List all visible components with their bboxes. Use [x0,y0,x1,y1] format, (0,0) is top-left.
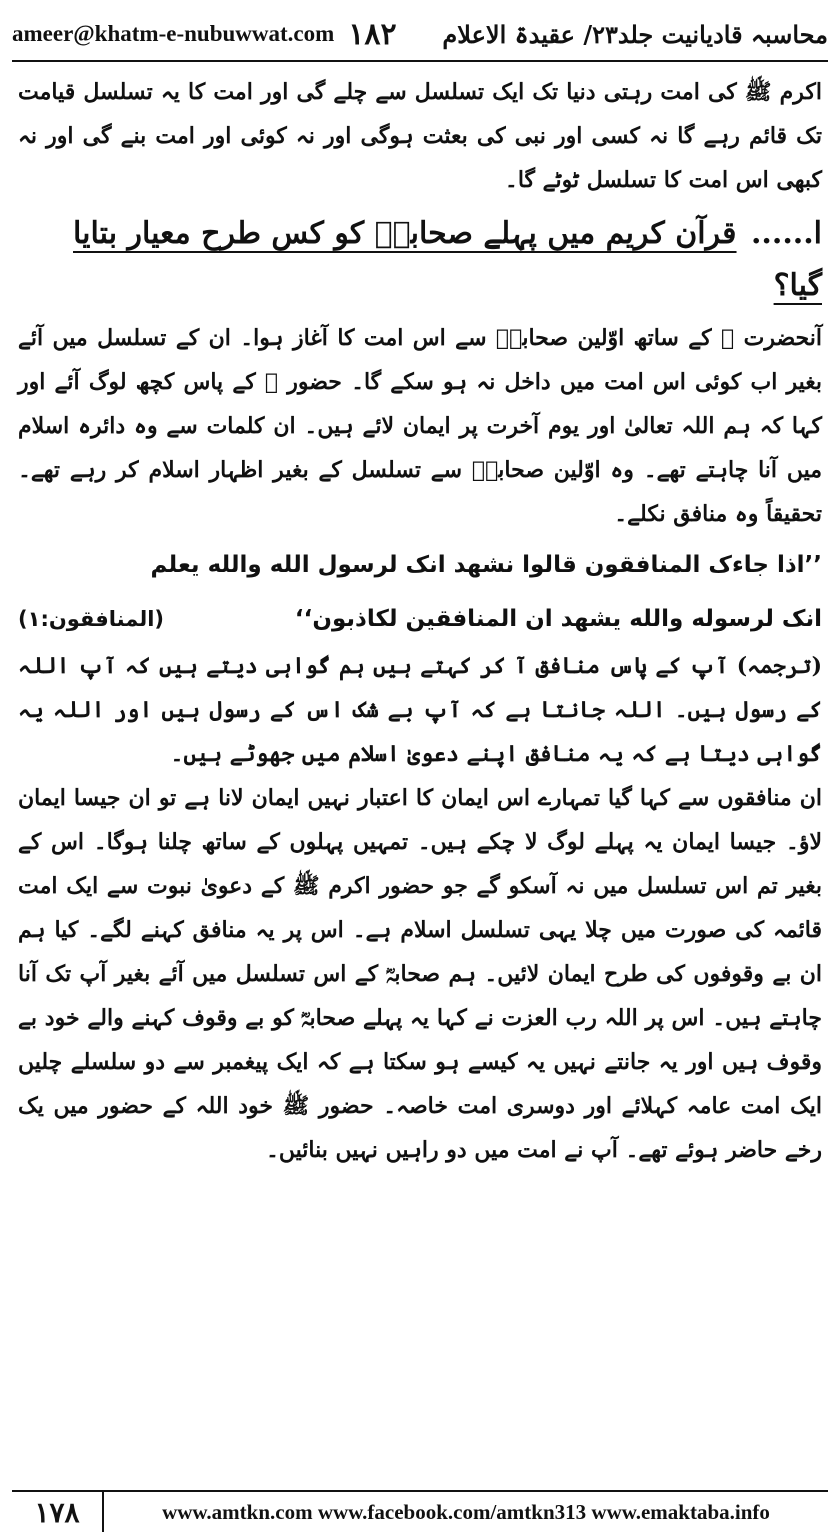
page-body [18,70,822,1172]
header-email[interactable]: ameer@khatm-e-nubuwwat.com [12,21,335,46]
footer-page-number: ۱۷۸ [12,1492,104,1532]
page-header [12,12,828,56]
quran-quote-line-2: انک لرسوله والله یشهد ان المنافقین لکاذبون‘‘ [294,606,822,632]
header-divider [12,60,828,62]
translation-paragraph: (ترجمہ) آپ کے پاس منافق آ کر کہتے ہیں ہم گواہی دیتے ہیں کہ آپ اللہ کے رسول ہیں۔ اللہ جانتا ہے کہ آپ بے شک اس کے رسول ہیں اور اللہ یہ گواہی دیتا ہے کہ یہ منافق اپنے دعویٰ اسلام میں جھوٹے ہیں۔ [18,653,822,767]
body-paragraph-2: آنحضرت ﷺ کے ساتھ اوّلین صحابہؓ سے اس امت کا آغاز ہوا۔ ان کے تسلسل میں آئے بغیر اب کوئی اس امت میں داخل نہ ہو سکے گا۔ حضور ﷺ کے پاس کچھ لوگ آئے اور کہا کہ ہم اللہ تعالیٰ اور یوم آخرت پر ایمان لائے ہیں۔ ان کلمات سے وہ دائرہ اسلام میں آنا چاہتے تھے۔ وہ اوّلین صحابہؓ سے تسلسل کے بغیر اظہار اسلام کر رہے تھے۔ تحقیقاً وہ منافق نکلے۔ [18,325,822,527]
header-left [12,17,397,52]
page-footer [12,1490,828,1532]
section-heading [18,208,822,312]
quran-quote-line-1: ’’اذا جاءک المنافقون قالوا نشهد انک لرسول الله والله یعلم [150,552,822,578]
header-page-number: ۱۸۲ [348,16,397,52]
body-paragraph-3: ان منافقوں سے کہا گیا تمہارے اس ایمان کا اعتبار نہیں ایمان لانا ہے تو ان جیسا ایمان لاؤ۔ جیسا ایمان یہ پہلے لوگ لا چکے ہیں۔ تمہیں پہلوں کے ساتھ چلنا ہوگا۔ اس کے بغیر تم اس تسلسل میں نہ آسکو گے جو حضور اکرم ﷺ کے دعویٰ نبوت سے ایک امت قائمہ کی صورت میں چلا یہی تسلسل اسلام ہے۔ اس پر یہ منافق کہنے لگے۔ کیا ہم ان بے وقوفوں کی طرح ایمان لائیں۔ ہم صحابہؓ کے اس تسلسل میں آئے بغیر آپ تک آنا چاہتے ہیں۔ اس پر اللہ رب العزت نے کہا یہ پہلے صحابہؓ کو بے وقوف کہنے والے خود بے وقوف ہیں اور یہ جانتے نہیں یہ کیسے ہو سکتا ہے کہ ایک پیغمبر سے دو سلسلے چلیں ایک امت عامہ کہلائے اور دوسری امت خاصہ۔ حضور ﷺ خود اللہ کے حضور میں یک رخے حاضر ہوئے تھے۔ آپ نے امت میں دو راہیں نہیں بنائیں۔ [18,785,822,1163]
body-paragraph-1: اکرم ﷺ کی امت رہتی دنیا تک ایک تسلسل سے چلے گی اور امت کا یہ تسلسل قیامت تک قائم رہے گا نہ کسی اور نبی کی بعثت ہوگی اور نہ کوئی اور امت بنے گی اور نہ کبھی اس امت کا تسلسل ٹوٹے گا۔ [18,79,822,193]
footer-links[interactable]: www.amtkn.com www.facebook.com/amtkn313 www.emaktaba.info [162,1499,770,1524]
heading-text: قرآن کریم میں پہلے صحابہؓ کو کس طرح معیار بتایا گیا؟ [73,216,822,303]
header-book-title: محاسبہ قادیانیت جلد۲۳/ عقیدۃ الاعلام [442,19,828,49]
quran-reference: (المنافقون:۱) [18,607,165,631]
heading-number: ا...... [750,216,822,251]
quran-quote-line-2-row [18,594,822,644]
